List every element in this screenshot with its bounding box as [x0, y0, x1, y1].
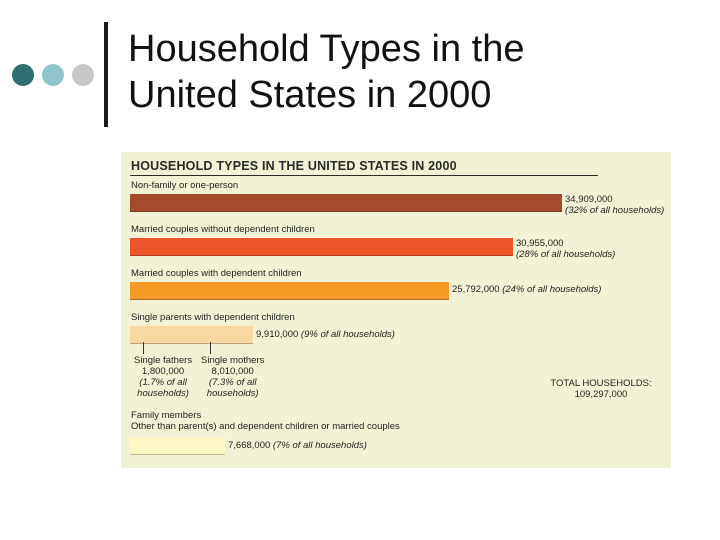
value-label: 7,668,000 — [228, 440, 271, 451]
value-label: 30,955,000 — [516, 238, 564, 249]
category-label: Family members — [131, 410, 202, 421]
single-mothers-value: 8,010,000 — [211, 366, 254, 377]
slide-title-line-1: Household Types in the — [128, 28, 525, 70]
bar — [130, 238, 513, 256]
single-fathers-percent: (1.7% of all — [139, 377, 187, 388]
category-label: Single parents with dependent children — [131, 312, 295, 323]
percent-label: (24% of all households) — [502, 284, 602, 295]
category-label: Married couples without dependent children — [131, 224, 315, 235]
decorative-dot-light — [42, 64, 64, 86]
total-label: TOTAL HOUSEHOLDS: — [550, 378, 652, 389]
data-label — [452, 284, 601, 295]
data-label — [516, 238, 615, 260]
percent-label: (28% of all households) — [516, 249, 616, 260]
category-label: Married couples with dependent children — [131, 268, 302, 279]
bar — [130, 194, 562, 212]
single-mothers-percent: (7.3% of all — [208, 377, 257, 388]
single-fathers-label — [134, 355, 192, 399]
data-label — [565, 194, 664, 216]
category-label-line-2: Other than parent(s) and dependent children or married couples — [131, 421, 400, 432]
slide-title-line-2: United States in 2000 — [128, 74, 492, 116]
bar — [130, 437, 225, 455]
single-fathers-name: Single fathers — [134, 355, 193, 366]
chart-title-rule — [130, 175, 598, 176]
single-mothers-label — [201, 355, 264, 399]
chart-title: HOUSEHOLD TYPES IN THE UNITED STATES IN 2000 — [131, 159, 457, 173]
data-label — [256, 329, 395, 340]
total-value: 109,297,000 — [574, 389, 628, 400]
title-divider — [104, 22, 108, 127]
single-mothers-percent-2: households) — [206, 388, 259, 399]
single-fathers-value: 1,800,000 — [141, 366, 185, 377]
chart-panel — [121, 152, 671, 468]
bar — [130, 326, 253, 344]
value-label: 34,909,000 — [565, 194, 613, 205]
data-label — [228, 440, 367, 451]
decorative-dot-dark — [12, 64, 34, 86]
single-mothers-tick — [210, 342, 211, 354]
value-label: 25,792,000 — [452, 284, 500, 295]
bar — [130, 282, 449, 300]
category-label: Non-family or one-person — [131, 180, 239, 191]
percent-label: (32% of all households) — [565, 205, 665, 216]
percent-label: (9% of all households) — [300, 329, 395, 340]
single-fathers-tick — [143, 342, 144, 354]
single-fathers-percent-2: households) — [137, 388, 189, 399]
percent-label: (7% of all households) — [272, 440, 367, 451]
single-mothers-name: Single mothers — [201, 355, 265, 366]
decorative-dot-gray — [72, 64, 94, 86]
total-households — [541, 378, 661, 400]
decorative-dots — [12, 64, 102, 88]
value-label: 9,910,000 — [256, 329, 299, 340]
slide-title — [128, 26, 688, 118]
